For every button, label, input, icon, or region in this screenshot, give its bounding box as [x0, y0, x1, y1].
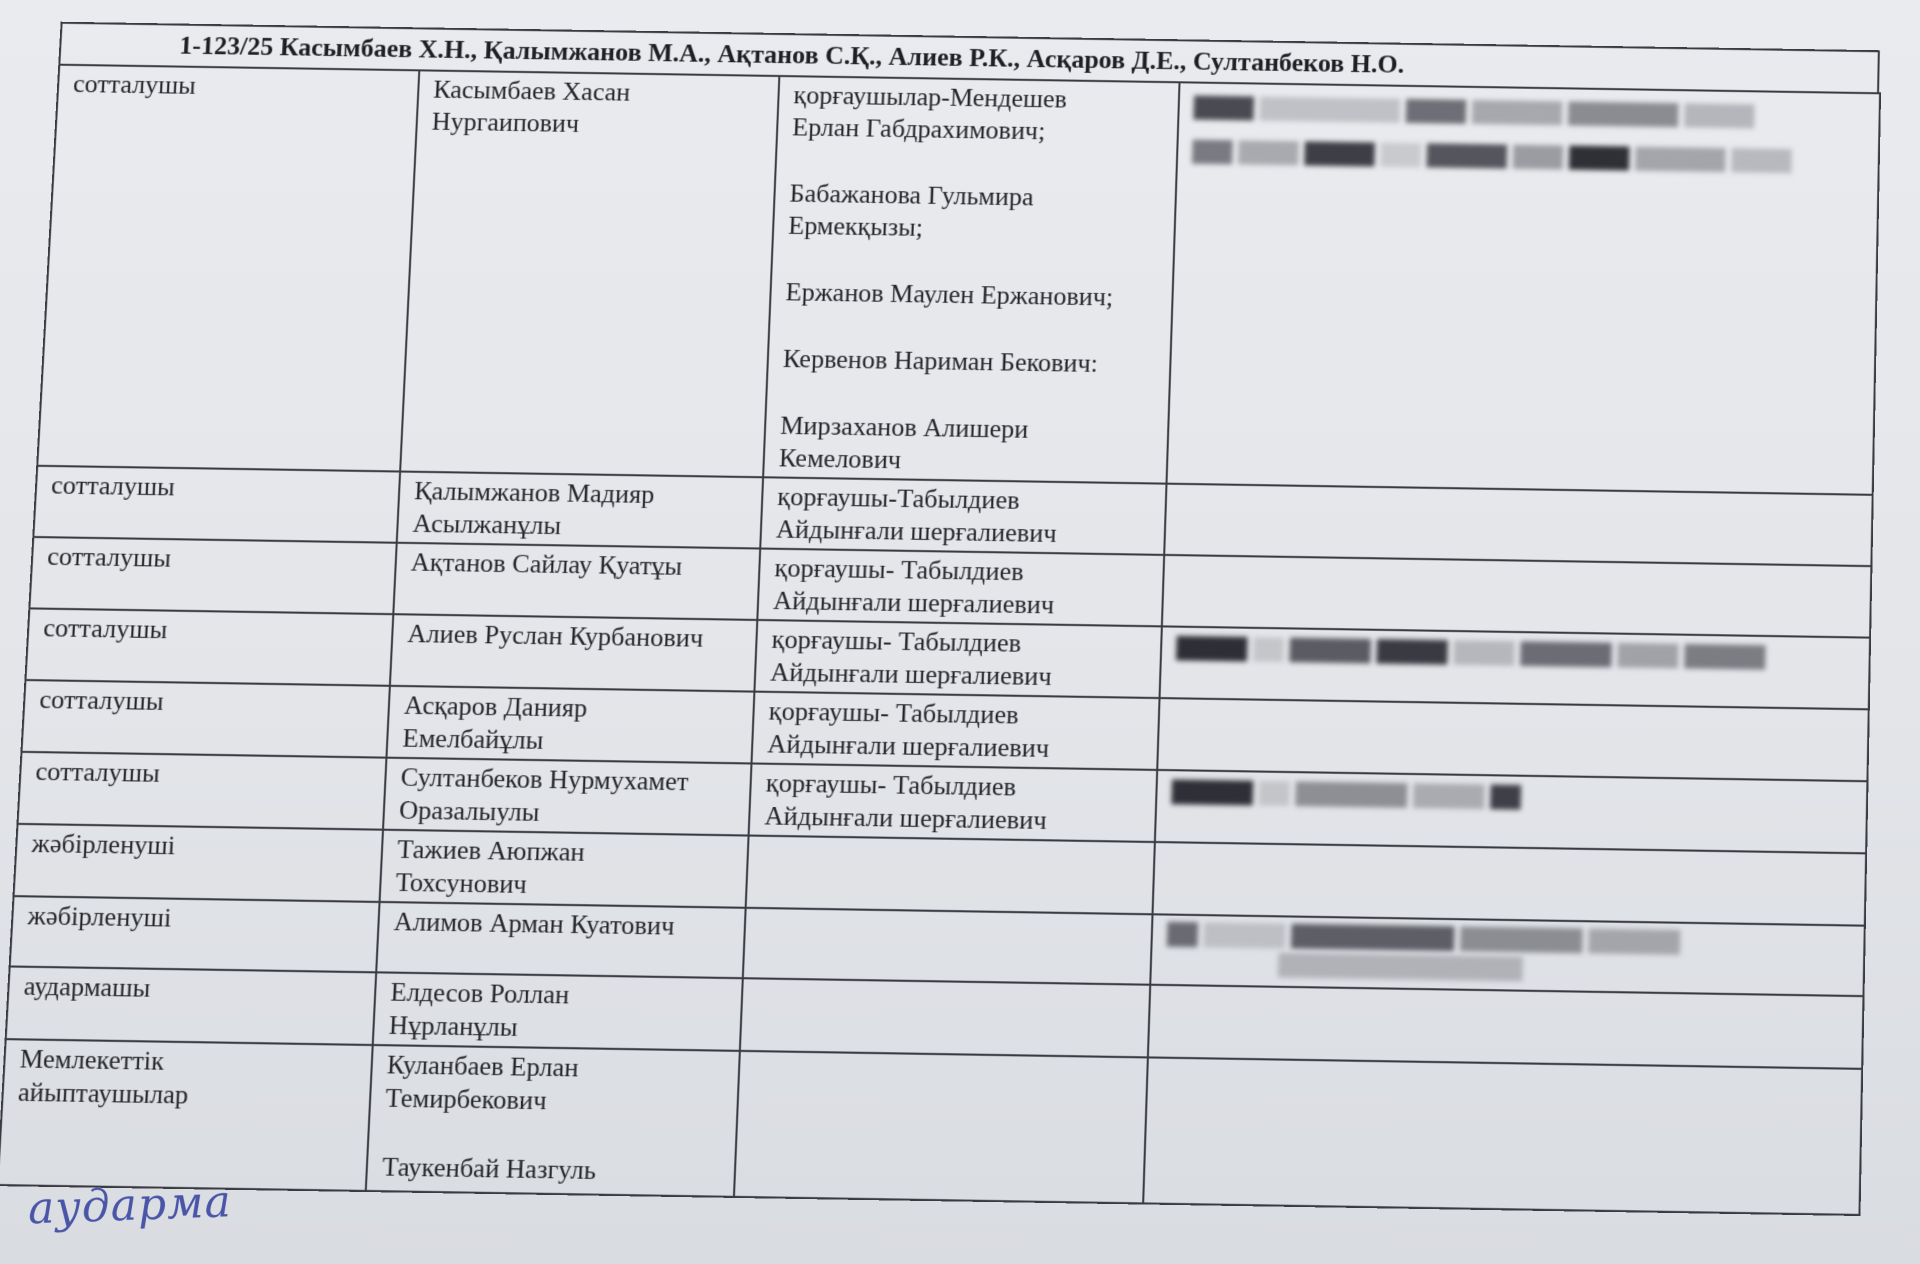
name-line: Тажиев Аюпжан: [396, 834, 586, 867]
notes-cell: [1164, 484, 1873, 566]
table-row: [37, 65, 1880, 495]
defender-line: Ермекқызы;: [787, 210, 924, 242]
name-line: Таукенбай Назгуль: [381, 1151, 597, 1186]
name-line: Алиев Руслан Курбанович: [406, 618, 704, 653]
name-line: Султанбеков Нурмухамет: [400, 762, 690, 797]
defender-line: Мирзаханов Алишери: [779, 410, 1029, 444]
participant-name-cell: [376, 902, 745, 978]
redaction-block: [1193, 96, 1866, 131]
role-cell: аудармашы: [6, 966, 377, 1045]
role-line: айыптаушылар: [17, 1076, 190, 1110]
notes-cell: [1153, 842, 1867, 926]
notes-cell: [1157, 698, 1869, 781]
redaction-block: [1176, 636, 1857, 671]
defender-line: Бабажанова Гульмира: [789, 178, 1035, 212]
defender-line: қорғаушы- Табылдиев: [771, 624, 1022, 658]
notes-cell: [1148, 985, 1864, 1069]
role-cell: сотталушы: [29, 537, 396, 614]
defenders-cell: [746, 836, 1155, 915]
spacer: [383, 1115, 724, 1156]
role-cell: жәбірленуші: [10, 896, 380, 972]
defenders-cell: [763, 76, 1179, 484]
defender-line: Айдынғали шерғалиевич: [772, 585, 1055, 620]
role-cell: сотталушы: [21, 680, 389, 758]
role-cell: сотталушы: [33, 466, 400, 543]
defender-line: қорғаушы-Табылдиев: [776, 481, 1021, 515]
defender-line: қорғаушы- Табылдиев: [768, 695, 1020, 730]
role-cell: сотталушы: [25, 608, 393, 685]
defender-line: қорғаушы- Табылдиев: [774, 552, 1025, 587]
defender-line: Ержанов Маулен Ержанович;: [785, 277, 1114, 312]
notes-cell: [1162, 555, 1872, 638]
name-line: Тохсунович: [395, 867, 528, 900]
defender-line: қорғаушы- Табылдиев: [765, 767, 1017, 802]
spacer: [790, 143, 1164, 183]
defenders-cell: [754, 620, 1161, 698]
name-line: Алимов Арман Куатович: [393, 906, 676, 941]
role-cell: сотталушы: [37, 65, 419, 472]
name-line: Ақтанов Сайлау Қуатұы: [410, 547, 683, 581]
redaction-block: [1167, 922, 1852, 958]
redaction-block: [1278, 953, 1851, 987]
participant-name-cell: [383, 758, 751, 836]
notes-cell: [1143, 1057, 1862, 1215]
name-line: Касымбаев Хасан: [432, 74, 631, 107]
participant-name-cell: [397, 472, 763, 549]
role-cell: жәбірленуші: [14, 824, 383, 902]
name-line: Нургаипович: [431, 106, 580, 138]
participant-name-cell: [366, 1045, 740, 1197]
name-line: Куланбаев Ерлан: [386, 1049, 580, 1083]
defender-line: Кервенов Нариман Бекович:: [782, 343, 1099, 379]
defender-line: Айдынғали шерғалиевич: [769, 657, 1053, 692]
defender-line: қорғаушылар-Мендешев: [793, 80, 1068, 114]
redacted-notes-cell: [1160, 626, 1871, 709]
defender-line: Ерлан Габдрахимович;: [791, 112, 1046, 146]
redacted-notes-cell: [1150, 914, 1865, 996]
defender-line: Айдынғали шерғалиевич: [775, 514, 1058, 549]
defenders-cell: [740, 978, 1150, 1057]
participant-name-cell: [380, 830, 749, 908]
name-line: Темирбекович: [384, 1082, 548, 1116]
role-cell: [0, 1039, 373, 1191]
handwritten-signature: аударма: [27, 1176, 233, 1235]
case-header: 1-123/25 Касымбаев Х.Н., Қалымжанов М.А., Ақтанов С.Қ., Алиев Р.К., Асқаров Д.Е., Султанбеков Н.О.: [58, 22, 1879, 93]
defenders-cell: [734, 1051, 1148, 1204]
participant-name-cell: [386, 686, 754, 764]
defenders-cell: [757, 549, 1164, 627]
defenders-cell: [743, 908, 1153, 985]
redacted-notes-cell: [1155, 770, 1868, 853]
redaction-block: [1192, 140, 1866, 175]
name-line: Нұрланұлы: [388, 1009, 519, 1043]
spacer: [784, 308, 1159, 348]
defenders-cell: [749, 763, 1158, 842]
participants-table: [0, 64, 1881, 1216]
redacted-notes-cell: [1166, 82, 1880, 495]
name-line: Оразалыулы: [398, 794, 541, 828]
defenders-cell: [752, 692, 1160, 770]
name-line: Асылжанұлы: [412, 508, 562, 541]
defender-line: Кемелович: [778, 442, 902, 475]
participant-name-cell: [373, 972, 743, 1051]
redaction-block: [1171, 779, 1854, 815]
defender-line: Айдынғали шерғалиевич: [766, 728, 1050, 764]
participant-name-cell: [393, 543, 760, 620]
participant-name-cell: [390, 614, 757, 691]
spacer: [781, 375, 1157, 415]
name-line: Қалымжанов Мадияр: [413, 475, 656, 510]
role-cell: сотталушы: [18, 752, 387, 830]
name-line: Асқаров Данияр: [403, 690, 588, 723]
name-line: Елдесов Роллан: [389, 976, 570, 1010]
defender-line: Айдынғали шерғалиевич: [764, 800, 1048, 836]
table-row: [0, 1039, 1862, 1215]
name-line: Емелбайұлы: [401, 722, 545, 756]
defenders-cell: [760, 477, 1166, 555]
spacer: [786, 242, 1161, 282]
participant-name-cell: [400, 70, 779, 477]
role-line: Мемлекеттік: [19, 1043, 165, 1077]
hearing-participants-sheet: [0, 22, 1880, 1216]
